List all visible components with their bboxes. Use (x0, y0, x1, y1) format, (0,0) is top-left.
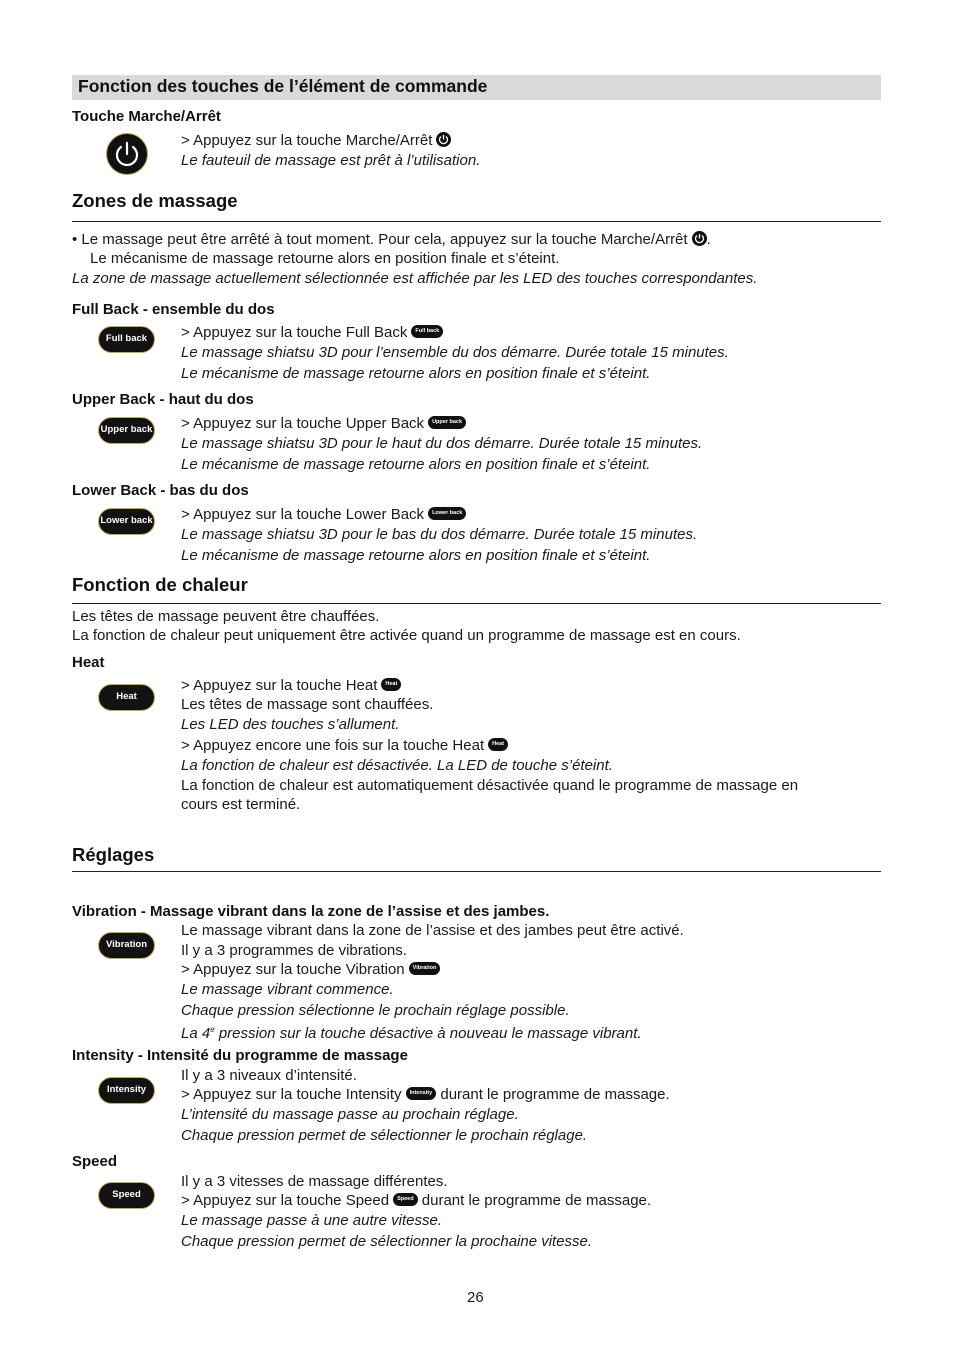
page-number: 26 (467, 1289, 484, 1306)
lower-back-result2: Le mécanisme de massage retourne alors en position finale et s’éteint. (181, 547, 651, 564)
heat-line7: cours est terminé. (181, 796, 301, 813)
vibration-button-illustration: Vibration (98, 932, 155, 959)
upper-back-mini-button: Upper back (428, 416, 466, 429)
speed-step: > Appuyez sur la touche Speed Speed durant le programme de massage. (181, 1192, 652, 1209)
upper-back-heading: Upper Back - haut du dos (72, 391, 254, 408)
onoff-heading: Touche Marche/Arrêt (72, 108, 221, 125)
intensity-line3: L’intensité du massage passe au prochain réglage. (181, 1106, 519, 1123)
divider (72, 871, 881, 872)
section-header (72, 75, 881, 100)
speed-line1: Il y a 3 vitesses de massage différentes. (181, 1173, 448, 1190)
speed-line3: Le massage passe à une autre vitesse. (181, 1212, 442, 1229)
intensity-mini-button: Intensity (406, 1087, 437, 1100)
vibration-line4: Le massage vibrant commence. (181, 981, 394, 998)
intensity-button-illustration: Intensity (98, 1077, 155, 1104)
heat-line5: La fonction de chaleur est désactivée. La LED de touche s’éteint. (181, 757, 613, 774)
heat-step2: > Appuyez encore une fois sur la touche Heat Heat (181, 736, 508, 756)
speed-line4: Chaque pression permet de sélectionner la prochaine vitesse. (181, 1233, 593, 1250)
lower-back-result1: Le massage shiatsu 3D pour le bas du dos démarre. Durée totale 15 minutes. (181, 526, 698, 543)
heat-mini-button: Heat (381, 678, 401, 691)
vibration-heading: Vibration - Massage vibrant dans la zone de l’assise et des jambes. (72, 903, 550, 920)
full-back-result1: Le massage shiatsu 3D pour l’ensemble du dos démarre. Durée totale 15 minutes. (181, 344, 729, 361)
zones-bullet: • Le massage peut être arrêté à tout moment. Pour cela, appuyez sur la touche Marche/Arrêt . (72, 231, 711, 248)
upper-back-step: > Appuyez sur la touche Upper Back Upper back (181, 414, 466, 434)
upper-back-result1: Le massage shiatsu 3D pour le haut du dos démarre. Durée totale 15 minutes. (181, 435, 703, 452)
onoff-result: Le fauteuil de massage est prêt à l’utilisation. (181, 152, 481, 169)
heat-line6: La fonction de chaleur est automatiquement désactivée quand le programme de massage en (181, 777, 799, 794)
zones-title: Zones de massage (72, 190, 238, 211)
full-back-mini-button: Full back (411, 325, 443, 338)
vibration-line2: Il y a 3 programmes de vibrations. (181, 942, 407, 959)
lower-back-heading: Lower Back - bas du dos (72, 482, 249, 499)
heat-intro1: Les têtes de massage peuvent être chauffées. (72, 608, 380, 625)
intensity-line1: Il y a 3 niveaux d’intensité. (181, 1067, 357, 1084)
heat-step1: > Appuyez sur la touche Heat Heat (181, 676, 401, 696)
speed-mini-button: Speed (393, 1193, 418, 1206)
heat-mini-button: Heat (488, 738, 508, 751)
divider (72, 603, 881, 604)
heat-title: Fonction de chaleur (72, 574, 248, 595)
full-back-button-illustration: Full back (98, 326, 155, 353)
power-icon (436, 132, 451, 147)
lower-back-step: > Appuyez sur la touche Lower Back Lower back (181, 505, 466, 525)
full-back-step: > Appuyez sur la touche Full Back Full back (181, 323, 443, 343)
vibration-line5: Chaque pression sélectionne le prochain réglage possible. (181, 1002, 570, 1019)
power-button-illustration (106, 133, 148, 175)
lower-back-mini-button: Lower back (428, 507, 466, 520)
heat-intro2: La fonction de chaleur peut uniquement être activée quand un programme de massage est en cours. (72, 627, 741, 644)
vibration-mini-button: Vibration (409, 962, 441, 975)
intensity-line4: Chaque pression permet de sélectionner le prochain réglage. (181, 1127, 588, 1144)
zones-bullet-line2: Le mécanisme de massage retourne alors en position finale et s’éteint. (90, 250, 560, 267)
upper-back-result2: Le mécanisme de massage retourne alors en position finale et s’éteint. (181, 456, 651, 473)
upper-back-button-illustration: Upper back (98, 417, 155, 444)
section-header-title: Fonction des touches de l’élément de commande (78, 76, 488, 96)
vibration-line6: La 4e pression sur la touche désactive à nouveau le massage vibrant. (181, 1025, 642, 1042)
speed-button-illustration: Speed (98, 1182, 155, 1209)
heat-line3: Les LED des touches s’allument. (181, 716, 400, 733)
full-back-heading: Full Back - ensemble du dos (72, 301, 275, 318)
settings-title: Réglages (72, 844, 155, 865)
divider (72, 221, 881, 222)
heat-line2: Les têtes de massage sont chauffées. (181, 696, 434, 713)
heat-heading: Heat (72, 654, 105, 671)
intensity-step: > Appuyez sur la touche Intensity Intensity durant le programme de massage. (181, 1086, 670, 1103)
intensity-heading: Intensity - Intensité du programme de massage (72, 1047, 408, 1064)
vibration-line1: Le massage vibrant dans la zone de l’assise et des jambes peut être activé. (181, 922, 684, 939)
vibration-step: > Appuyez sur la touche Vibration Vibration (181, 960, 440, 980)
zones-note: La zone de massage actuellement sélectionnée est affichée par les LED des touches correspondantes. (72, 270, 758, 287)
power-icon (107, 134, 147, 174)
lower-back-button-illustration: Lower back (98, 508, 155, 535)
power-icon (692, 231, 707, 246)
speed-heading: Speed (72, 1153, 118, 1170)
full-back-result2: Le mécanisme de massage retourne alors en position finale et s’éteint. (181, 365, 651, 382)
onoff-step: > Appuyez sur la touche Marche/Arrêt (181, 131, 451, 151)
heat-button-illustration: Heat (98, 684, 155, 711)
